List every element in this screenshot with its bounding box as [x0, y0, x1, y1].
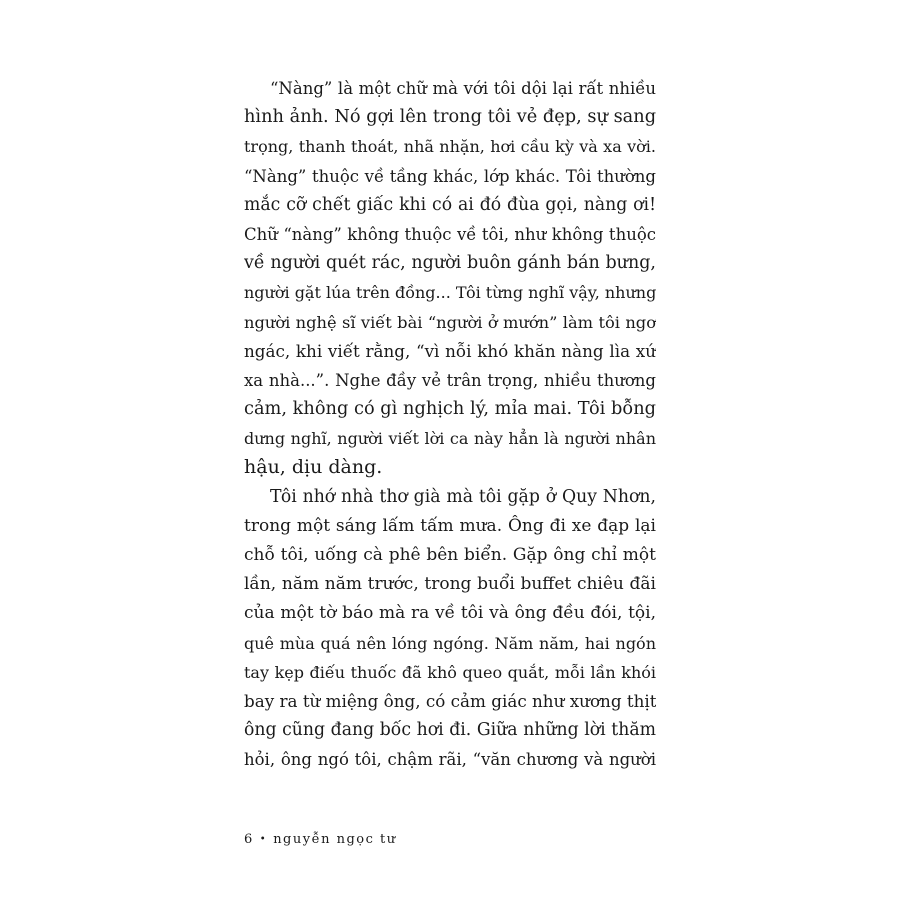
text-line: hình ảnh. Nó gợi lên trong tôi vẻ đẹp, sự sang: [244, 107, 656, 128]
text-line: tay kẹp điếu thuốc đã khô queo quắt, mỗi lần khói: [244, 662, 656, 682]
text-line: “Nàng” là một chữ mà với tôi dội lại rất nhiều: [270, 79, 656, 98]
text-line: về người quét rác, người buôn gánh bán bưng,: [244, 253, 656, 274]
text-line: của một tờ báo mà ra về tôi và ông đều đói, tội,: [244, 603, 656, 624]
text-line: dưng nghĩ, người viết lời ca này hẳn là người nhân: [244, 429, 656, 449]
text-line: bay ra từ miệng ông, có cảm giác như xương thịt: [244, 690, 656, 711]
text-line: ngác, khi viết rằng, “vì nỗi khó khăn nàng lìa xứ: [244, 340, 656, 361]
text-line: trọng, thanh thoát, nhã nhặn, hơi cầu kỳ và xa vời.: [244, 137, 656, 157]
page-number: 6: [244, 832, 254, 847]
text-line: “Nàng” thuộc về tầng khác, lớp khác. Tôi thường: [244, 166, 656, 186]
page-footer: [244, 832, 397, 847]
text-line: mắc cỡ chết giấc khi có ai đó đùa gọi, nàng ơi!: [244, 194, 656, 215]
text-line: chỗ tôi, uống cà phê bên biển. Gặp ông chỉ một: [244, 545, 656, 565]
text-line: quê mùa quá nên lóng ngóng. Năm năm, hai ngón: [244, 633, 656, 653]
text-line: xa nhà...”. Nghe đầy vẻ trân trọng, nhiều thương: [244, 370, 656, 390]
text-line: người gặt lúa trên đồng... Tôi từng nghĩ vậy, nhưng: [244, 283, 656, 303]
author-name: nguyễn ngọc tư: [273, 832, 397, 847]
text-line: lần, năm năm trước, trong buổi buffet chiêu đãi: [244, 574, 656, 595]
body-text: [244, 74, 656, 775]
text-line: Chữ “nàng” không thuộc về tôi, như không thuộc: [244, 224, 656, 244]
text-line: ông cũng đang bốc hơi đi. Giữa những lời thăm: [244, 720, 656, 741]
text-line: hỏi, ông ngó tôi, chậm rãi, “văn chương và người: [244, 750, 656, 770]
text-line: cảm, không có gì nghịch lý, mỉa mai. Tôi bỗng: [244, 399, 656, 420]
text-line: trong một sáng lấm tấm mưa. Ông đi xe đạp lại: [244, 515, 656, 536]
footer-separator: •: [259, 834, 268, 845]
text-line: người nghệ sĩ viết bài “người ở mướn” làm tôi ngơ: [244, 312, 656, 332]
text-line: hậu, dịu dàng.: [244, 456, 383, 479]
text-line: Tôi nhớ nhà thơ già mà tôi gặp ở Quy Nhơn,: [270, 486, 656, 507]
